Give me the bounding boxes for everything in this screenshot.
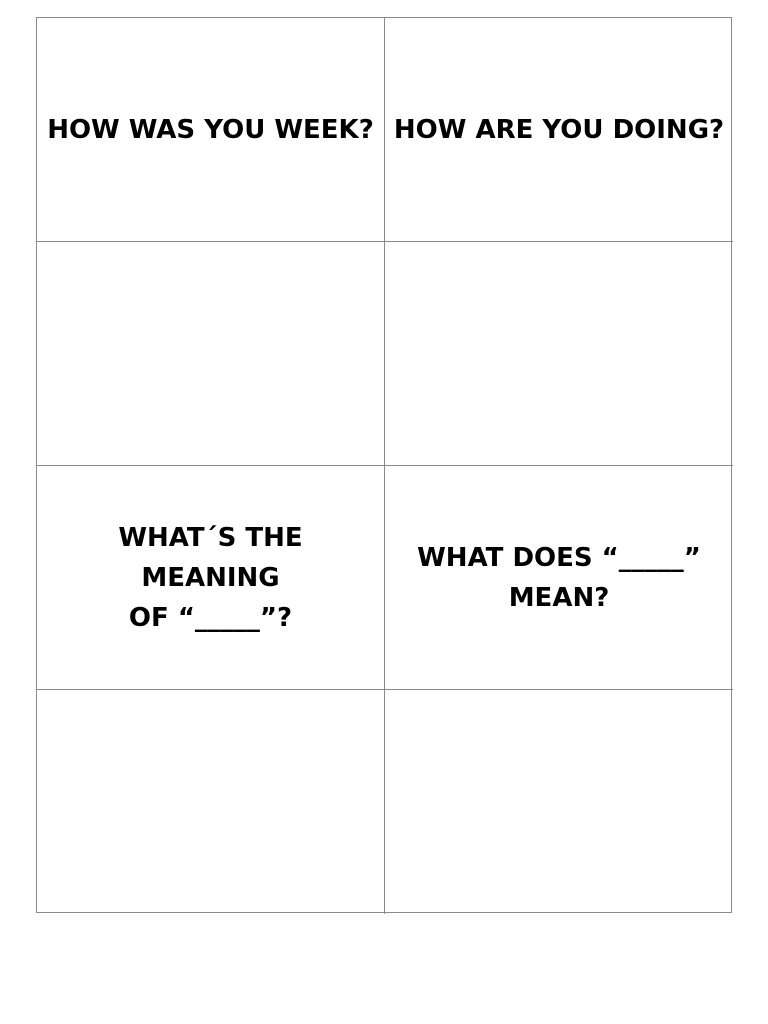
card-blank xyxy=(37,690,385,914)
card-blank xyxy=(37,242,385,466)
card-text: WHAT´S THE MEANING OF “_____”? xyxy=(118,522,303,633)
card-text: WHAT DOES “_____” MEAN? xyxy=(417,542,701,613)
card-text: HOW ARE YOU DOING? xyxy=(393,114,725,145)
card-whats-the-meaning xyxy=(37,466,385,690)
card-blank xyxy=(385,242,733,466)
card-text: HOW WAS YOU WEEK? xyxy=(47,114,374,145)
card-what-does-mean xyxy=(385,466,733,690)
card-grid xyxy=(36,17,732,913)
card-how-are-you-doing xyxy=(385,18,733,242)
card-how-was-your-week xyxy=(37,18,385,242)
card-blank xyxy=(385,690,733,914)
